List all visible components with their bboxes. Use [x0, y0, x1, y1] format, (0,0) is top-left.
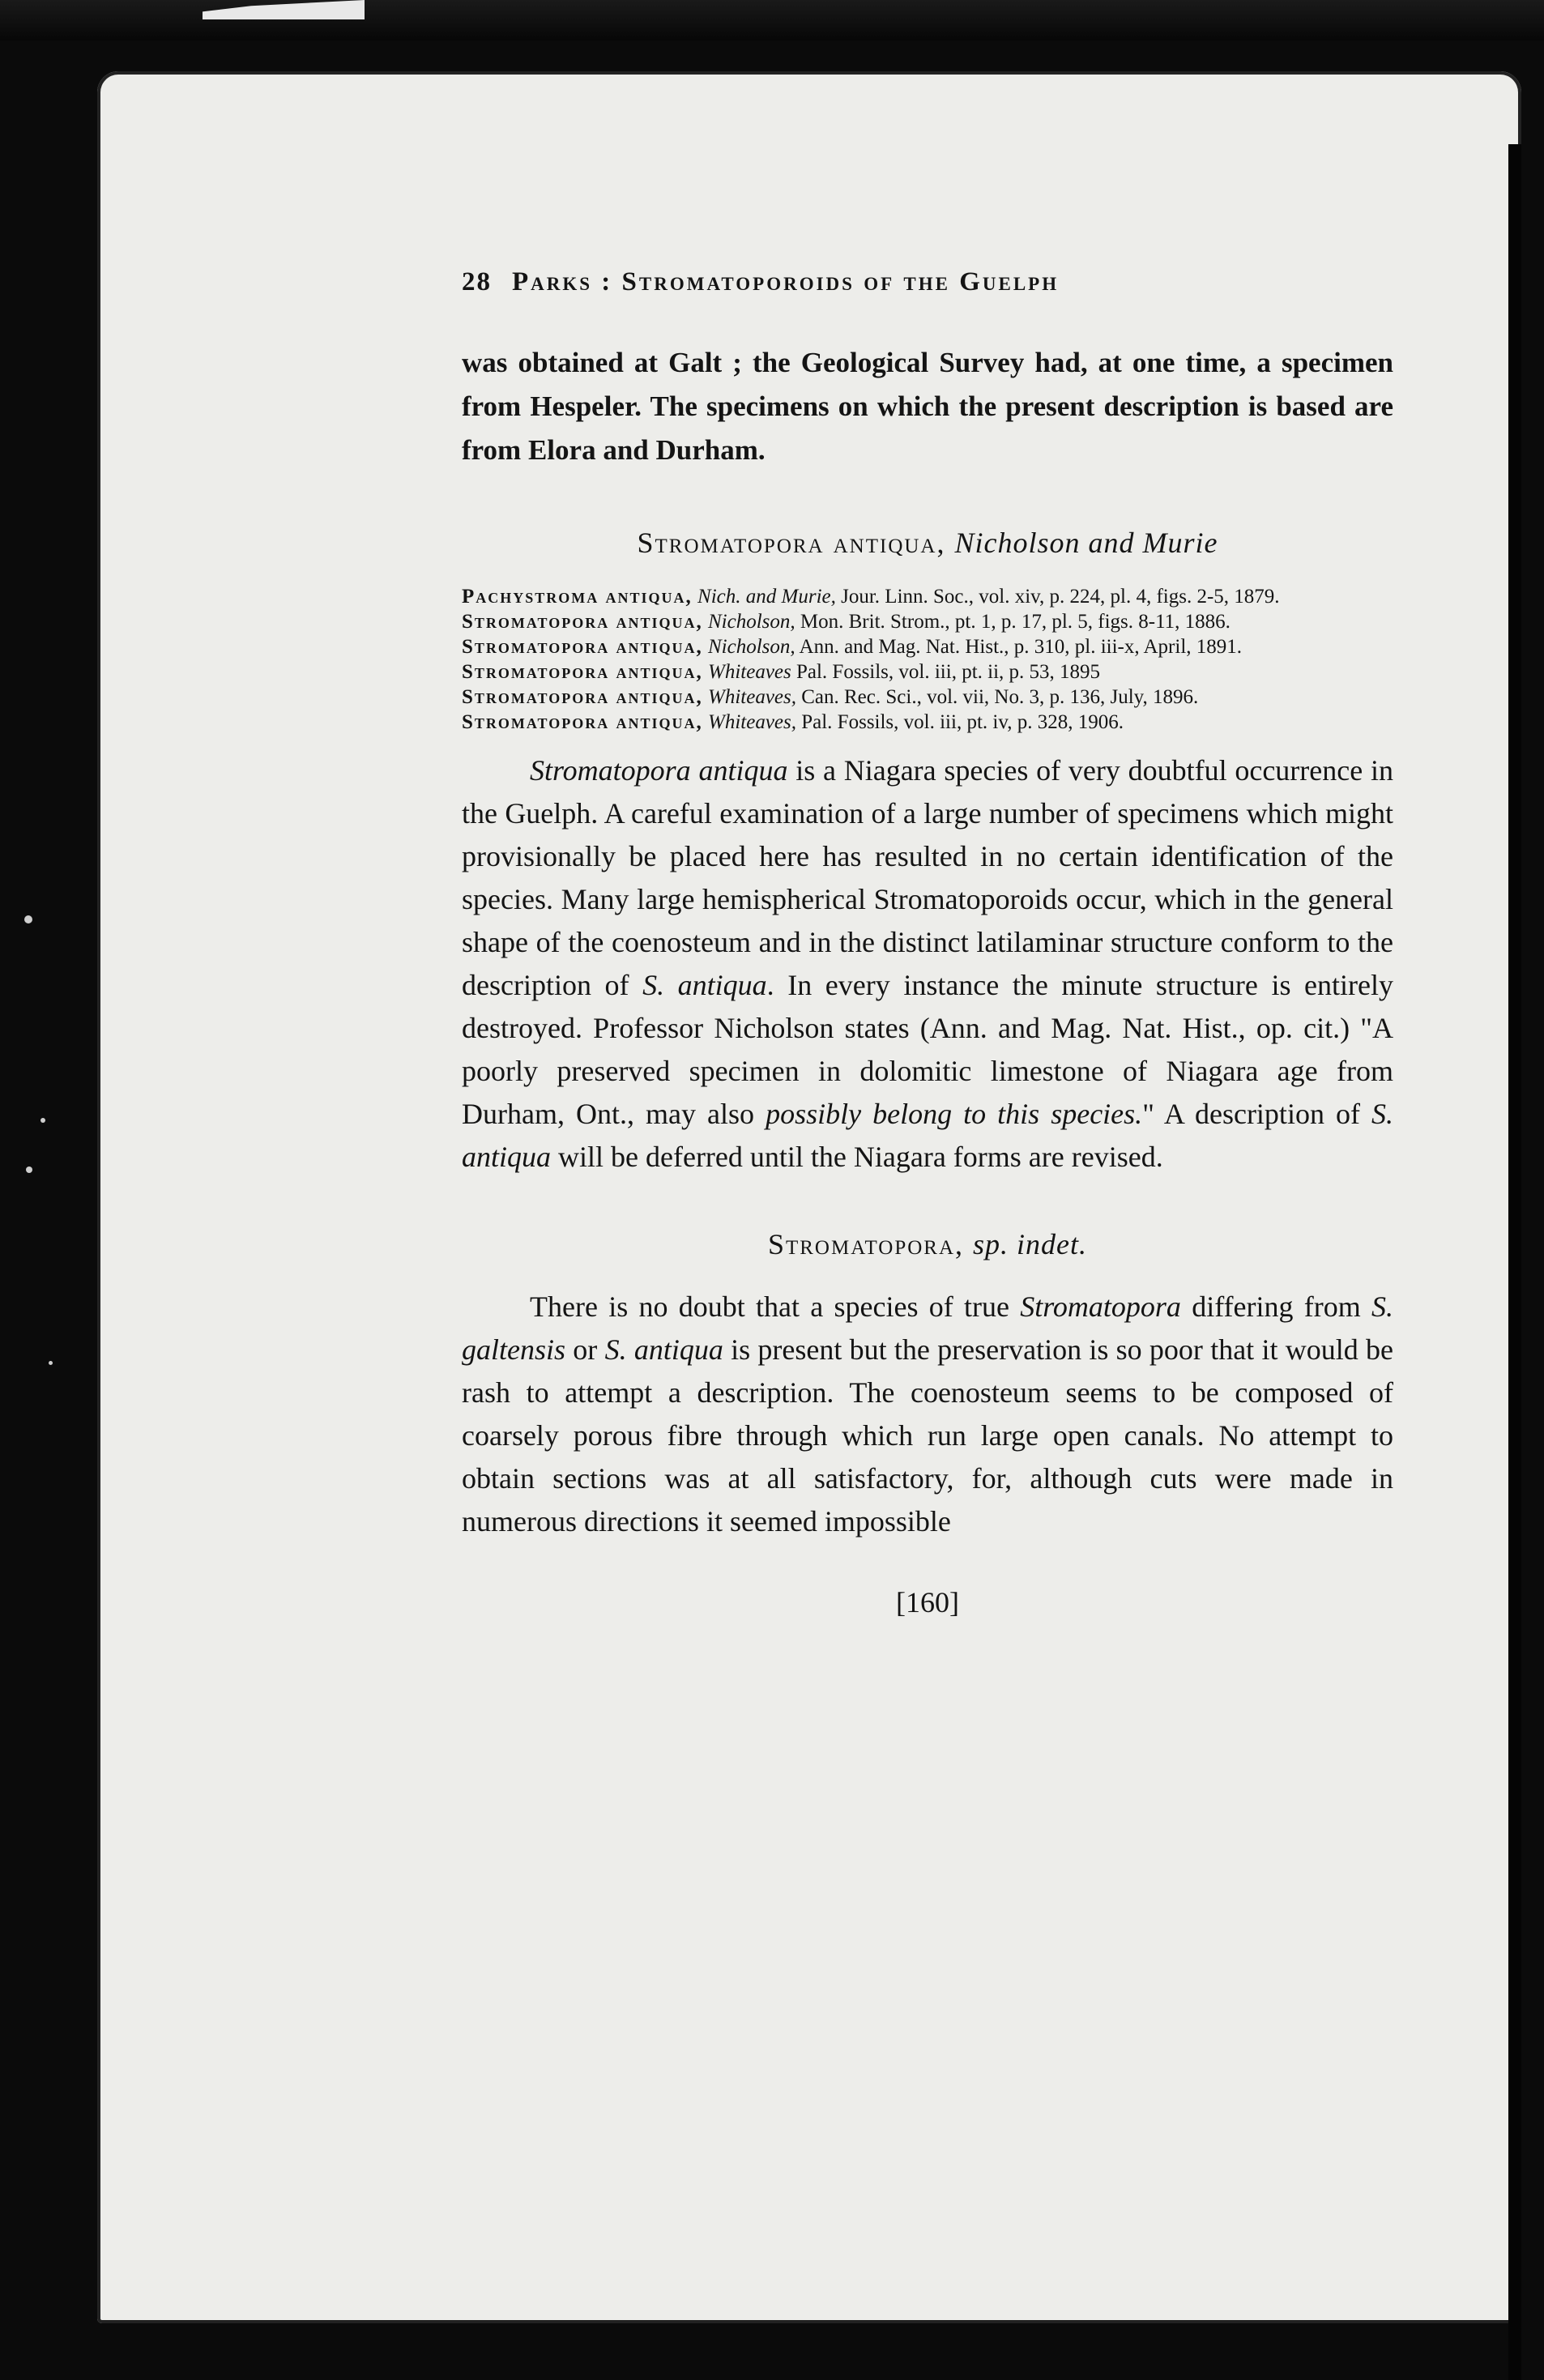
- synonym-author: Nicholson,: [708, 611, 795, 633]
- species-ref: S. antiqua: [462, 1098, 1393, 1173]
- species-ref: S. antiqua: [604, 1333, 723, 1366]
- text-run: is present but the preservation is so poor that it would be rash to attempt a description. The coenosteum seems to be composed of coarsely porous fibre through which run large open canals. No attempt to obtain sections was at all satisfactory, for, although cuts were made in numerous directions it seemed impossible: [462, 1333, 1393, 1538]
- synonym-author: Nicholson,: [708, 636, 795, 658]
- indet-description: [462, 1286, 1393, 1543]
- species-name: Stromatopora antiqua,: [637, 527, 946, 559]
- scan-speck: [26, 1167, 32, 1173]
- synonymy-entry: [462, 710, 1393, 735]
- synonym-name: Stromatopora antiqua,: [462, 686, 703, 708]
- synonym-author: Nich. and Murie,: [697, 586, 836, 608]
- quoted-italic: possibly belong to this species.: [766, 1098, 1143, 1130]
- page-edge-shadow: [1508, 144, 1521, 2380]
- synonym-name: Stromatopora antiqua,: [462, 636, 703, 658]
- synonymy-entry: [462, 634, 1393, 659]
- text-run: differing from: [1180, 1290, 1371, 1323]
- synonym-author: Whiteaves,: [708, 686, 796, 708]
- synonym-reference: Can. Rec. Sci., vol. vii, No. 3, p. 136, July, 1896.: [801, 686, 1199, 708]
- species-name: Stromatopora,: [767, 1228, 965, 1260]
- running-head: [462, 267, 1393, 297]
- synonymy-entry: [462, 659, 1393, 685]
- synonym-author: Whiteaves: [708, 661, 791, 683]
- synonym-name: Stromatopora antiqua,: [462, 711, 703, 733]
- synonym-reference: Mon. Brit. Strom., pt. 1, p. 17, pl. 5, figs. 8-11, 1886.: [800, 611, 1231, 633]
- page-number: 28: [462, 267, 492, 296]
- synonym-name: Pachystroma antiqua,: [462, 586, 693, 608]
- synonym-reference: Pal. Fossils, vol. iii, pt. iv, p. 328, 1906.: [801, 711, 1124, 733]
- synonym-reference: Ann. and Mag. Nat. Hist., p. 310, pl. iii-x, April, 1891.: [799, 636, 1243, 658]
- scan-border-top: [0, 0, 1544, 41]
- folio-number: [160]: [896, 1586, 959, 1619]
- synonym-author: Whiteaves,: [708, 711, 796, 733]
- text-run: . In every instance the minute structure is entirely destroyed. Professor Nicholson states (Ann. and Mag. Nat. Hist., op. cit.) "A poorly preserved specimen in dolomitic limestone of Niagara age from Durham, Ont., may also: [462, 969, 1393, 1130]
- text-run: is a Niagara species of very doubtful occurrence in the Guelph. A careful examination of a large number of specimens which might provisionally be placed here has resulted in no certain identification of the species. Many large hemispherical Stromatoporoids occur, which in the general shape of the coenosteum and in the distinct latilaminar structure conform to the description of: [462, 754, 1393, 1001]
- synonym-name: Stromatopora antiqua,: [462, 611, 703, 633]
- scan-speck: [41, 1118, 45, 1123]
- species-ref: Stromatopora antiqua: [530, 754, 788, 787]
- scan-speck: [24, 915, 32, 923]
- synonym-name: Stromatopora antiqua,: [462, 661, 703, 683]
- text-run: " A description of: [1142, 1098, 1371, 1130]
- synonym-reference: Pal. Fossils, vol. iii, pt. ii, p. 53, 1895: [795, 661, 1101, 683]
- intro-paragraph: was obtained at Galt ; the Geological Survey had, at one time, a specimen from Hespeler. The specimens on which the present description is based are from Elora and Durham.: [462, 347, 1393, 466]
- scan-speck: [49, 1361, 53, 1365]
- synonymy-entry: [462, 609, 1393, 634]
- text-run: will be deferred until the Niagara forms are revised.: [551, 1141, 1163, 1173]
- running-title: Parks : Stromatoporoids of the Guelph: [512, 267, 1060, 296]
- synonymy-entry: [462, 584, 1393, 609]
- synonym-reference: Jour. Linn. Soc., vol. xiv, p. 224, pl. 4, figs. 2-5, 1879.: [841, 586, 1280, 608]
- species-ref: S. galtensis: [462, 1290, 1393, 1366]
- text-run: or: [565, 1333, 605, 1366]
- species-heading-antiqua: [462, 526, 1393, 560]
- species-authority: sp. indet.: [973, 1228, 1088, 1260]
- genus-ref: Stromatopora: [1020, 1290, 1181, 1323]
- species-authority: Nicholson and Murie: [954, 527, 1218, 559]
- species-ref: S. antiqua: [642, 969, 767, 1001]
- text-run: There is no doubt that a species of true: [530, 1290, 1021, 1323]
- synonymy-list: [462, 584, 1393, 735]
- page-content: [462, 267, 1393, 1619]
- synonymy-entry: [462, 685, 1393, 710]
- species-heading-indet: [462, 1227, 1393, 1261]
- antiqua-description: [462, 749, 1393, 1179]
